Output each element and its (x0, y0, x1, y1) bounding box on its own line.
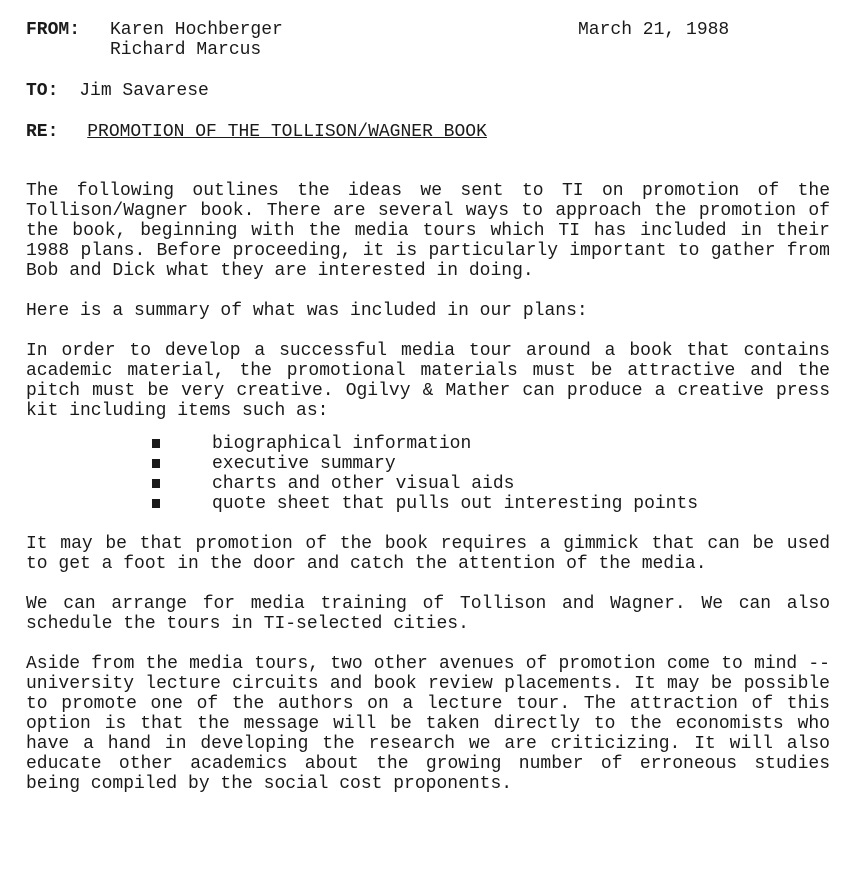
paragraph-summary-lead: Here is a summary of what was included in our plans: (26, 301, 588, 321)
to-line (26, 81, 830, 101)
memo-page (26, 20, 830, 794)
press-kit-list (26, 434, 830, 514)
list-item (26, 474, 830, 494)
paragraph-gimmick: It may be that promotion of the book requires a gimmick that can be used to get a foot in the door and catch the attention of the media. (26, 534, 830, 574)
list-item (26, 454, 830, 474)
re-label: RE: (26, 122, 59, 142)
list-item-text: biographical information (212, 434, 472, 454)
memo-header (26, 20, 830, 60)
to-label: TO: (26, 81, 59, 101)
list-item (26, 434, 830, 454)
square-bullet-icon (152, 499, 160, 508)
re-subject: PROMOTION OF THE TOLLISON/WAGNER BOOK (87, 122, 487, 142)
paragraph-media-tour: In order to develop a successful media tour around a book that contains academic material, the promotional materials must be attractive and the pitch must be very creative. Ogilvy & Mather can produce a creative press kit including items such as: (26, 341, 830, 421)
paragraph-other-avenues: Aside from the media tours, two other avenues of promotion come to mind -- university lecture circuits and book review placements. It may be possible to promote one of the authors on a lecture tour. The attraction of this option is that the message will be taken directly to the economists who have a hand in developing the research we are criticizing. It will also educate other academics about the growing number of erroneous studies being compiled by the social cost proponents. (26, 654, 830, 794)
to-name: Jim Savarese (79, 81, 209, 101)
square-bullet-icon (152, 479, 160, 488)
square-bullet-icon (152, 439, 160, 448)
square-bullet-icon (152, 459, 160, 468)
list-item-text: executive summary (212, 454, 396, 474)
list-item-text: quote sheet that pulls out interesting points (212, 494, 699, 514)
paragraph-intro: The following outlines the ideas we sent to TI on promotion of the Tollison/Wagner book. There are several ways to approach the promotion of the book, beginning with the media tours which TI has included in their 1988 plans. Before proceeding, it is particularly important to gather from Bob and Dick what they are interested in doing. (26, 181, 830, 281)
re-line (26, 122, 830, 142)
paragraph-media-training: We can arrange for media training of Tollison and Wagner. We can also schedule the tours in TI-selected cities. (26, 594, 830, 634)
list-item-text: charts and other visual aids (212, 474, 515, 494)
from-label: FROM: (26, 20, 81, 40)
list-item (26, 494, 830, 514)
from-name-2: Richard Marcus (110, 40, 262, 60)
from-name-1: Karen Hochberger (110, 20, 283, 40)
from-names (110, 20, 283, 60)
memo-date: March 21, 1988 (578, 20, 730, 40)
